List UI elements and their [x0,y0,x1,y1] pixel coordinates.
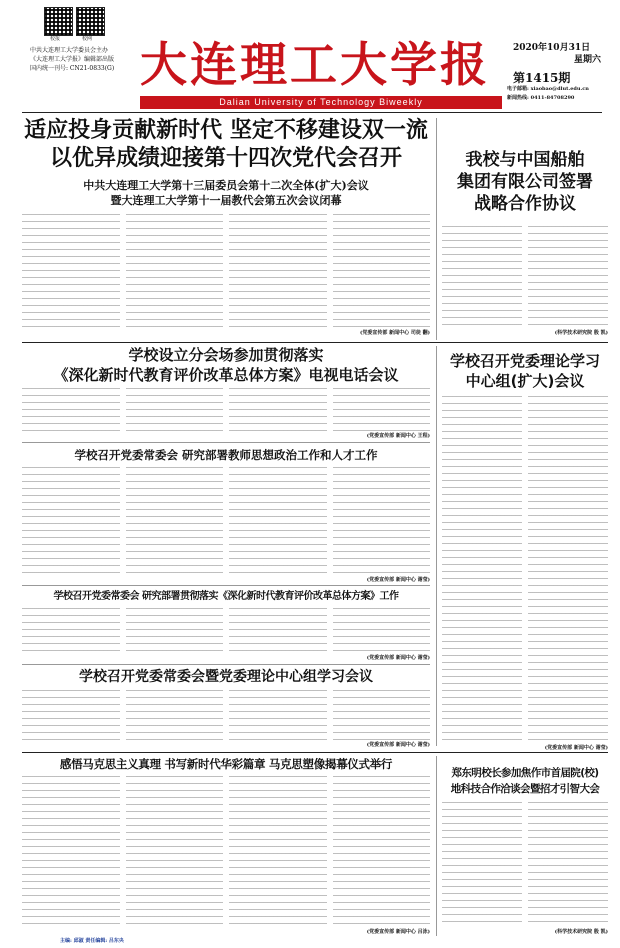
issue-date: 2020年10月31日 [513,43,591,53]
standing2-body-col [22,608,120,654]
marx-body [22,776,430,928]
standing1-headline[interactable]: 学校召开党委常委会 研究部署教师思想政治工作和人才工作 [74,448,378,462]
section-divider [22,585,430,586]
standing1-body-col [333,467,431,577]
section-divider [22,442,430,443]
zhengdong-body [442,802,608,928]
marx-headline[interactable]: 感悟马克思主义真理 书写新时代华彩篇章 马克思塑像揭幕仪式举行 [59,757,393,771]
lead-headline-2[interactable]: 以优异成绩迎接第十四次党代会召开 [49,146,402,171]
ship-source: (科学技术研究院 殷 凯) [554,330,608,336]
standing1-body-col [22,467,120,577]
theory-headline-1[interactable]: 学校召开党委理论学习 [449,352,600,370]
plan-body-col [333,388,431,432]
standing3-body-col [229,690,327,742]
theory-body-col [528,396,608,744]
standing2-headline[interactable]: 学校召开党委常委会 研究部署贯彻落实《深化新时代教育评价改革总体方案》工作 [53,591,399,602]
lead-body [22,214,430,328]
standing2-body-col [333,608,431,654]
cn-number: 国内统一刊号: CN21-0833(G) [30,65,115,72]
plan-body-col [229,388,327,432]
theory-source: (党委宣传部 新闻中心 谢莹) [544,745,608,751]
ship-body [442,226,608,326]
ship-headline-1[interactable]: 我校与中国船舶 [465,150,585,170]
lead-subtitle-1: 中共大连理工大学第十三届委员会第十二次全体(扩大)会议 [83,179,369,192]
standing3-source: (党委宣传部 新闻中心 谢莹) [366,742,430,748]
zhengdong-body-col [528,802,608,928]
zhengdong-headline-2[interactable]: 地科技合作洽谈会暨招才引智大会 [450,783,600,795]
lead-source: (党委宣传部 新闻中心 司徒 翻) [360,330,430,336]
theory-body [442,396,608,744]
plan-headline-2[interactable]: 《深化新时代教育评价改革总体方案》电视电话会议 [53,366,399,384]
marx-body-col [333,776,431,928]
marx-source: (党委宣传部 新闻中心 吕泳) [366,929,430,935]
zhengdong-headline-1[interactable]: 郑东明校长参加焦作市首届院(校) [451,767,599,779]
ship-body-col [442,226,522,326]
ship-headline-2[interactable]: 集团有限公司签署 [457,172,593,192]
standing2-body [22,608,430,654]
standing3-body-col [333,690,431,742]
standing3-headline[interactable]: 学校召开党委常委会暨党委理论中心组学习会议 [79,669,373,685]
lead-body-col [333,214,431,328]
lead-body-col [229,214,327,328]
standing2-source: (党委宣传部 新闻中心 谢莹) [366,655,430,661]
column-divider [436,756,437,936]
issue-weekday: 星期六 [574,55,602,65]
section-divider [22,342,608,343]
marx-body-col [22,776,120,928]
marx-body-col [229,776,327,928]
standing1-source: (党委宣传部 新闻中心 谢莹) [366,577,430,583]
column-divider [436,118,437,340]
standing2-body-col [126,608,224,654]
plan-body-col [22,388,120,432]
standing3-body-col [22,690,120,742]
issue-number: 第1415期 [513,71,571,85]
masthead-divider [22,112,602,113]
phone-label: 新闻热线: 0411-84708290 [507,95,575,101]
section-divider [22,752,608,753]
english-title-banner: Dalian University of Technology Biweekly [140,96,502,109]
standing1-body-col [126,467,224,577]
qr-code-school-web-icon[interactable] [76,7,105,36]
plan-body-col [126,388,224,432]
standing1-body [22,467,430,577]
ship-headline-3[interactable]: 战略合作协议 [474,194,576,214]
standing2-body-col [229,608,327,654]
lead-body-col [126,214,224,328]
newspaper-title: 大连理工大学报 [140,38,490,93]
lead-headline-1[interactable]: 适应投身贡献新时代 坚定不移建设双一流 [24,118,428,143]
lead-subtitle-2: 暨大连理工大学第十一届教代会第五次会议闭幕 [110,194,342,207]
plan-body [22,388,430,432]
footer-editor-line: 主编: 邱淑 责任编辑: 吕东央 [60,938,124,944]
standing1-body-col [229,467,327,577]
qr-left-label: 校报 [50,36,61,42]
zhengdong-body-col [442,802,522,928]
ship-body-col [528,226,608,326]
host-line1: 中共大连理工大学委员会主办 [30,47,109,54]
qr-right-label: 校网 [82,36,93,42]
column-divider [436,346,437,746]
email-label[interactable]: 电子邮箱: xiaobao@dlut.edu.cn [507,86,589,92]
standing3-body [22,690,430,742]
theory-body-col [442,396,522,744]
host-line2: 《大连理工大学报》编辑部出版 [30,56,115,63]
qr-code-school-paper-icon[interactable] [44,7,73,36]
zhengdong-source: (科学技术研究院 殷 凯) [554,929,608,935]
plan-headline-1[interactable]: 学校设立分会场参加贯彻落实 [128,346,324,364]
lead-body-col [22,214,120,328]
plan-source: (党委宣传部 新闻中心 王程) [366,433,430,439]
theory-headline-2[interactable]: 中心组(扩大)会议 [465,372,585,390]
standing3-body-col [126,690,224,742]
marx-body-col [126,776,224,928]
section-divider [22,664,430,665]
